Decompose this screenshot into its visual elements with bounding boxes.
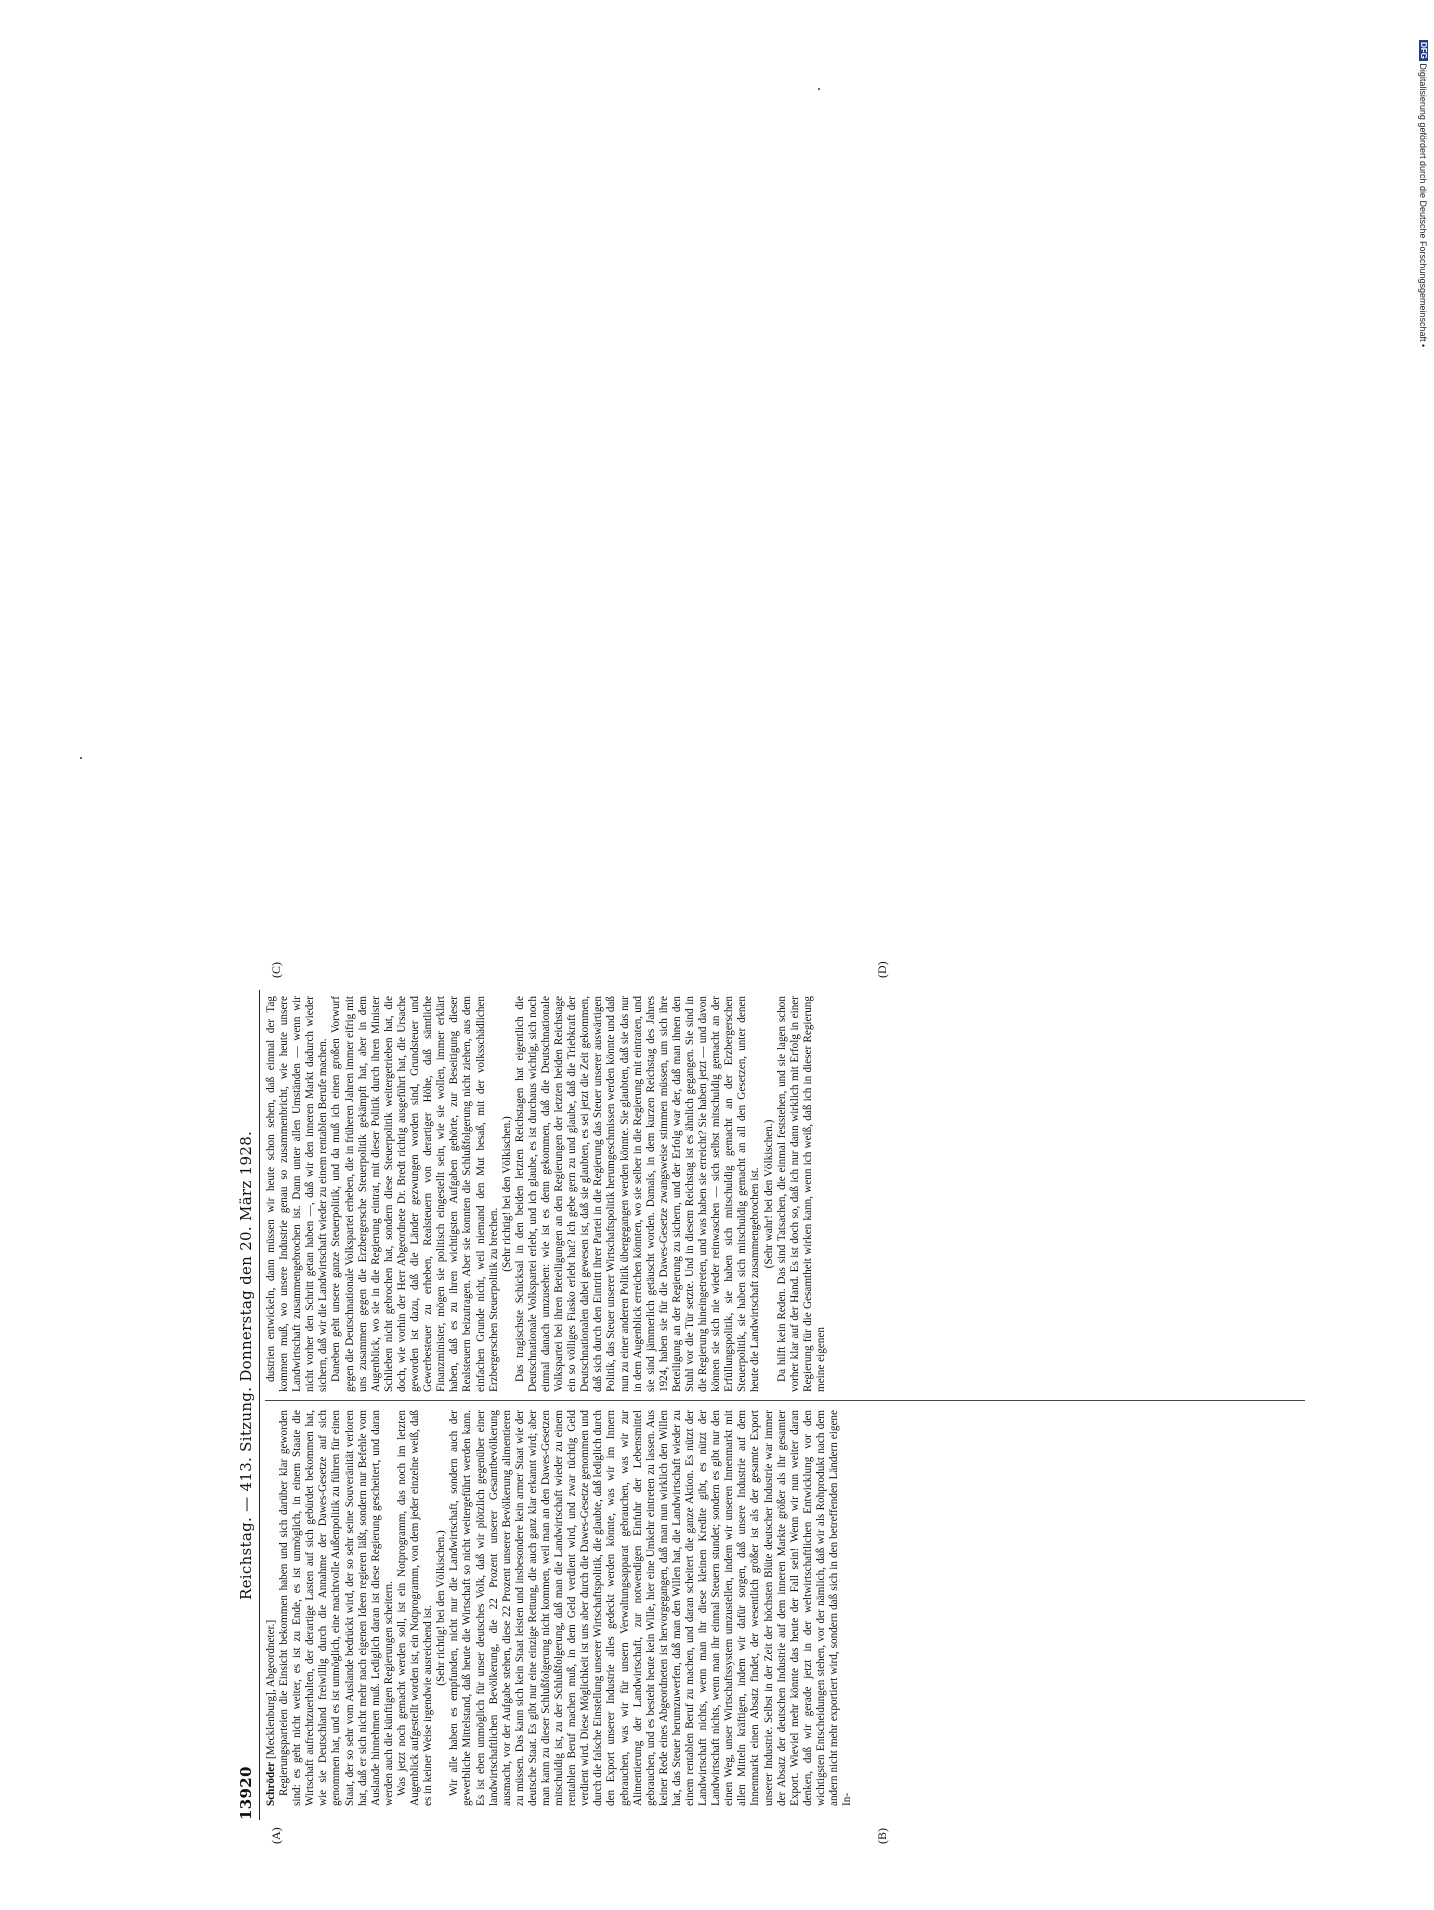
speaker-name: Schröder [265, 1761, 277, 1806]
margin-mark-c: (C) [269, 962, 283, 978]
margin-mark-a: (A) [269, 1827, 283, 1844]
speck [818, 88, 820, 90]
left-column [265, 1410, 854, 1806]
paragraph: Was jetzt noch gemacht werden soll, ist ein Notprogramm, das noch im letzten Augenblick aufgestellt worden ist, ein Notprogramm, von dem jeder einzelne weiß, daß es in keiner Weise irgendwie ausreichend ist. [395, 1410, 435, 1806]
speck [80, 757, 82, 759]
digitization-text: Digitalisierung gefördert durch die Deutsche Forschungsgemeinschaft • [1418, 63, 1428, 348]
paragraph: Wir alle haben es empfunden, nicht nur die Landwirtschaft, sondern auch der gewerbliche Mittelstand, daß heute die Wirtschaft so nicht weitergeführt werden kann. Es ist eben unmöglich für unser deutsches Volk, daß wir plötzlich gegenüber einer landwirtschaftlichen Bevölkerung, die 22 Prozent unserer Gesamtbevölkerung ausmacht, vor der Aufgabe stehen, diese 22 Prozent unserer Bevölkerung alimentieren zu müssen. Das kann sich kein Staat leisten und insbesondere kein armer Staat wie der deutsche Staat. Es gibt nur eine einzige Rettung, die auch ganz klar erkannt wird; aber man kann zu dieser Schlußfolgerung nicht kommen, weil man an den Dawes-Gesetzen mitschuldig ist, zu der Schlußfolgerung, daß man die Landwirtschaft wieder zu einem rentablen Beruf machen muß, in dem Geld verdient wird, und zwar tüchtig Geld verdient wird. Diese Möglichkeit ist uns aber durch die Dawes-Gesetze genommen und durch die falsche Einstellung unserer Wirtschaftspolitik, die glaubte, daß lediglich durch den Export unserer Industrie alles gedeckt werden könnte, was wir im Innern gebrauchen, was wir für unsern Verwaltungsapparat gebrauchen, was wir zur Alimentierung der Landwirtschaft, zur notwendigen Einfuhr der Lebensmittel gebrauchen, und es besteht heute kein Wille, hier eine Umkehr eintreten zu lassen. Aus keiner Rede eines Abgeordneten ist hervorgegangen, daß man nun wirklich den Willen hat, das Steuer herumzuwerfen, daß man den Willen hat, die Landwirtschaft wieder zu einem rentablen Beruf zu machen, und daran scheitert die ganze Aktion. Es nützt der Landwirtschaft nichts, wenn man ihr diese kleinen Kredite gibt, es nützt der Landwirtschaft nichts, wenn man ihr einmal Steuern stundet; sondern es gibt nur den einen Weg, unser Wirtschaftssystem umzustellen, indem wir unseren Innenmarkt mit allen Mitteln kräftigen, indem wir dafür sorgen, daß unsere Industrie auf dem Innenmarkt einen Absatz findet, der wesentlich größer ist als der gesamte Export unserer Industrie. Selbst in der Zeit der höchsten Blüte deutscher Industrie war immer der Absatz der deutschen Industrie auf dem inneren Markte größer als ihr gesamter Export. Wieviel mehr könnte das heute der Fall sein! Wenn wir nun weiter daran denken, daß wir gerade jetzt in der weltwirtschaftlichen Entwicklung vor den wichtigsten Entscheidungen stehen, vor der nämlich, daß wir als Rohprodukt nach dem andern nicht mehr exportiert wird, sondern daß sich in den betreffenden Ländern eigene In- [448, 1410, 854, 1806]
interjection: (Sehr richtig! bei den Völkischen.) [500, 1116, 513, 1272]
paragraph: dustrien entwickeln, dann müssen wir heute schon sehen, daß einmal der Tag kommen muß, wo unsere Industrie genau so zusammenbricht, wie heute unsere Landwirtschaft zusammengebrochen ist. Dann unter allen Umständen — wenn wir nicht vorher den Schritt getan haben —, daß wir den inneren Markt dadurch wieder sichern, daß wir die Landwirtschaft wieder zu einem rentablen Berufe machen. [265, 996, 330, 1392]
rotated-page [117, 961, 1297, 1910]
margin-mark-d: (D) [875, 961, 889, 978]
page-content [235, 961, 1415, 1844]
column-divider [265, 1400, 1305, 1401]
digitization-note [1418, 40, 1428, 347]
page-number: 13920 [237, 1766, 255, 1820]
margin-mark-b: (B) [875, 1828, 889, 1844]
right-column [265, 996, 828, 1392]
speaker-line [265, 1410, 278, 1806]
paragraph: Da hilft kein Reden. Das sind Tatsachen, die einmal feststehen, und sie lagen schon vorher klar auf der Hand. Es ist doch so, daß ich nur dann wirklich mit Erfolg in einer Regierung für die Gesamtheit wirken kann, wenn ich weiß, daß ich in dieser Regierung meine eigenen [775, 996, 827, 1392]
paragraph: Das tragischste Schicksal in den beiden letzten Reichstagen hat eigentlich die Deutschnationale Volkspartei erlebt, und ich glaube, es ist durchaus wichtig, sich noch einmal danach umzusehen: wie ist es denn gekommen, daß die Deutschnationale Volkspartei bei ihren Beteiligungen an den Regierungen der letzten beiden Reichstage ein so völliges Fiasko erlebt hat? Ich gebe gern zu und glaube, daß die Triebkraft der Deutschnationalen dabei gewesen ist, daß sie glaubten, es sei jetzt die Zeit gekommen, daß sich durch den Eintritt ihrer Partei in die Regierung das Steuer unserer auswärtigen Politik, das Steuer unserer Wirtschaftspolitik herumgeschmissen werden könnte und daß nun zu einer anderen Politik übergegangen werden könnte. Sie glaubten, daß sie das nur in dem Augenblick erreichen könnten, wo sie selber in die Regierung mit eintraten, und sie sind jämmerlich getäuscht worden. Damals, in dem kurzen Reichstag des Jahres 1924, haben sie für die Dawes-Gesetze zwangsweise stimmen müssen, um sich ihre Beteiligung an der Regierung zu sichern, und der Erfolg war der, daß man ihnen den Stuhl vor die Tür setzte. Und in diesem Reichstag ist es ähnlich gegangen. Sie sind in die Regierung hineingetreten, und was haben sie erreicht? Sie haben jetzt — und davon können sie sich nie wieder reinwaschen — sich selbst mitschuldig gemacht an der Erfüllungspolitik, sie haben sich mitschuldig gemacht an der Erzbergerschen Steuerpolitik, sie haben sich mitschuldig gemacht an all den Gesetzen, unter denen heute die Landwirtschaft zusammengebrochen ist. [513, 996, 762, 1392]
speaker-affiliation: [Mecklenburg], Abgeordneter.] [265, 1619, 277, 1760]
dfg-logo: DFG [1419, 42, 1428, 59]
page-header [235, 990, 261, 1820]
interjection: (Sehr richtig! bei den Völkischen.) [435, 1530, 448, 1686]
paragraph: Daneben geht unsere ganze Steuerpolitik, und da muß ich einen großen Vorwurf gegen die Deutschnationale Volkspartei erheben, die in früheren Jahren immer eifrig mit uns zusammen gegen die Erzbergersche Steuerpolitik gekämpft hat, aber in dem Augenblick, wo sie in die Regierung eintrat, mit dieser Politik durch ihren Minister Schlieben nicht gebrochen hat, sondern diese Steuerpolitik weitergetrieben hat, die doch, wie vorhin der Herr Abgeordnete Dr. Bredt richtig ausgeführt hat, die Ursache geworden ist dazu, daß die Länder gezwungen worden sind, Grundsteuer und Gewerbesteuer zu erheben, Realsteuern von derartiger Höhe, daß sämtliche Finanzminister, mögen sie politisch eingestellt sein, wie sie wollen, immer erklärt haben, daß es zu ihren wichtigsten Aufgaben gehörte, zur Beseitigung dieser Realsteuern beizutragen. Aber sie konnten die Schlußfolgerung nicht ziehen, aus dem einfachen Grunde nicht, weil niemand den Mut besaß, mit der volksschädlichen Erzbergerschen Steuerpolitik zu brechen. [330, 996, 500, 1392]
page-title: Reichstag. — 413. Sitzung. Donnerstag den 20. März 1928. [237, 1130, 255, 1600]
paragraph: Regierungsparteien die Einsicht bekommen haben und sich darüber klar geworden sind: es geht nicht weiter, es ist zu Ende, es ist unmöglich, in einem Staate die Wirtschaft aufrechtzuerhalten, der derartige Lasten auf sich gebürdet bekommen hat, wie sie Deutschland freiwillig durch die Annahme der Dawes-Gesetze auf sich genommen hat, und es ist unmöglich, eine machtvolle Außenpolitik zu führen für einen Staat, der so sehr vom Auslande bedrückt wird, der so sehr seine Souveränität verloren hat, daß er sich nicht mehr nach eigenen Ideen regieren läßt, sondern nur Befehle vom Auslande hinnehmen muß. Lediglich daran ist diese Regierung gescheitert, und daran werden auch die künftigen Regierungen scheitern. [278, 1410, 395, 1806]
header-rule [259, 990, 260, 1820]
interjection: (Sehr wahr! bei den Völkischen.) [762, 1119, 775, 1269]
